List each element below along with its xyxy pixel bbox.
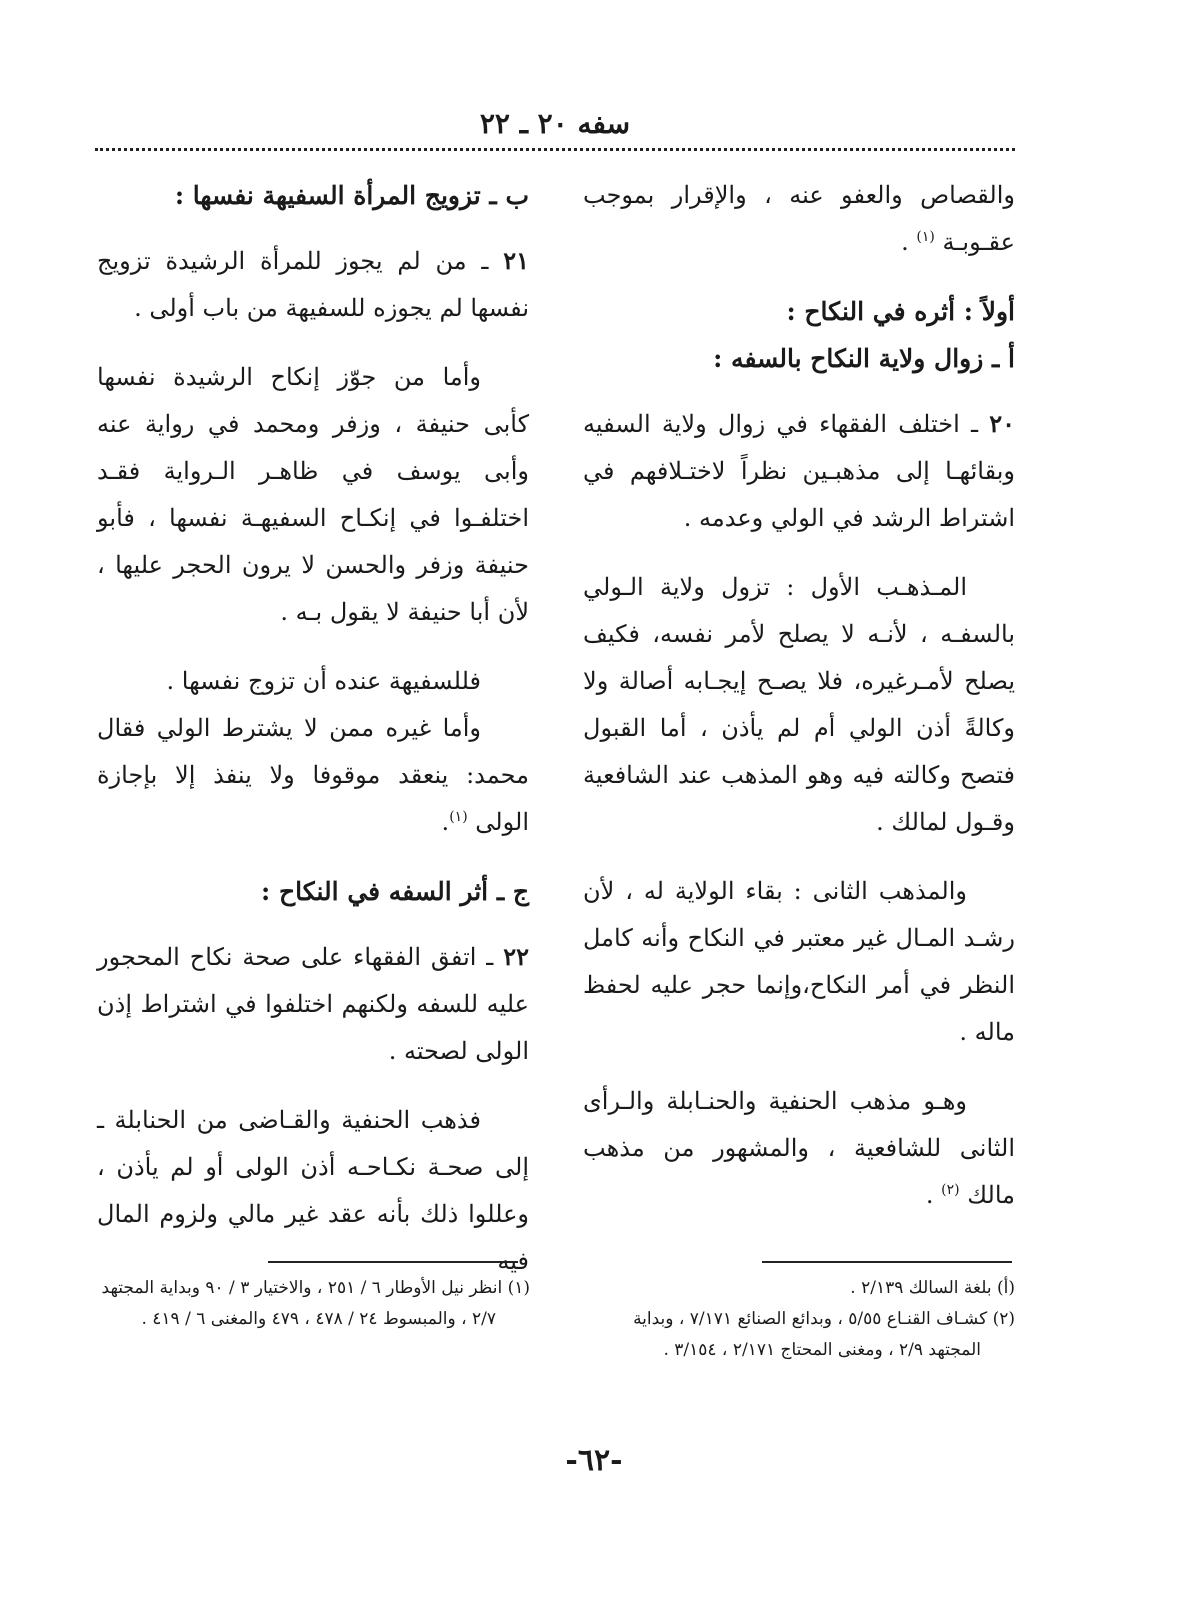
subsection-heading: ب ـ تزويج المرأة السفيهة نفسها :: [174, 181, 529, 210]
subsection-heading: ج ـ أثر السفه في النكاح :: [261, 877, 529, 906]
footnote: (٢) كشـاف القنـاع ٥/٥٥ ، وبدائع الصنائع ٧/١٧١ ، وبداية المجتهد ٢/٩ ، ومغنى المحتاج ٢/١٧١ ، ٣/١٥٤ .: [633, 1309, 1015, 1360]
footnote-rule: [268, 1261, 518, 1263]
paragraph: [583, 172, 1015, 266]
paragraph-end: .: [441, 808, 450, 836]
paragraph-text: وهـو مذهب الحنفية والحنـابلة والـرأى الثانى للشافعية ، والمشهور من مذهب مالك: [583, 1087, 1015, 1209]
footnote: (١) انظر نيل الأوطار ٦ / ٢٥١ ، والاختيار ٣ / ٩٠ وبداية المجتهد ٢/٧ ، والمبسوط ٢٤ / ٤٧٨ ، ٤٧٩ والمغنى ٦ / ٤١٩ .: [101, 1278, 530, 1329]
paragraph: [583, 1078, 1015, 1219]
paragraph-text: ـ من لم يجوز للمرأة الرشيدة تزويج نفسها لم يجوزه للسفيهة من باب أولى .: [97, 247, 529, 322]
paragraph: وأما من جوّز إنكاح الرشيدة نفسها كأبى حنيفة ، وزفر ومحمد في رواية عنه وأبى يوسف في ظاهـر الـرواية فقـد اختلفـوا في إنكـاح السفيهـة نفسها ، فأبو حنيفة وزفر والحسن لا يرون الحجر عليها ، لأن أبا حنيفة لا يقول بـه .: [97, 363, 529, 626]
section-heading: أولاً : أثره في النكاح :: [786, 297, 1015, 326]
paragraph-text: والقصاص والعفو عنه ، والإقرار بموجب عقـوبـة: [583, 181, 1015, 256]
footnote-ref: (٢): [941, 1182, 960, 1198]
paragraph-text: ـ اختلف الفقهاء في زوال ولاية السفيه وبقائهـا إلى مذهبـين نظراً لاختـلافهم في اشتراط الرشد في الولي وعدمه .: [583, 410, 1015, 532]
paragraph-end: .: [925, 1181, 942, 1209]
paragraph-end: .: [901, 228, 917, 256]
left-column: [97, 172, 529, 1307]
paragraph: فللسفيهة عنده أن تزوج نفسها .: [166, 667, 481, 695]
paragraph: [97, 237, 529, 332]
paragraph: المـذهـب الأول : تزول ولاية الـولي بالسفـه ، لأنـه لا يصلح لأمر نفسه، فكيف يصلح لأمـرغيره، فلا يصـح إيجـابه أصالة ولا وكالةً أذن الولي أم لم يأذن ، أما القبول فتصح وكالته فيه وهو المذهب عند الشافعية وقـول لمالك .: [583, 573, 1015, 836]
footnote-ref: (١): [449, 809, 468, 825]
paragraph: [583, 400, 1015, 542]
header-dotted-rule: [95, 148, 1015, 151]
paragraph: فذهب الحنفية والقـاضى من الحنابلة ـ إلى صحـة نكـاحـه أذن الولى أو لم يأذن ، وعللوا ذلك بأنه عقد غير مالي ولزوم المال فيه: [97, 1106, 529, 1275]
paragraph-text: وأما غيره ممن لا يشترط الولي فقال محمد: ينعقد موقوفا ولا ينفذ إلا بإجازة الولى: [97, 714, 529, 836]
paragraph-number: ٢١: [503, 246, 529, 275]
paragraph-number: ٢٠: [989, 409, 1015, 438]
right-column: [583, 172, 1015, 1241]
paragraph: والمذهب الثانى : بقاء الولاية له ، لأن رشـد المـال غير معتبر في النكاح وأنه كامل النظر في أمر النكاح،وإنما حجر عليه لحفظ ماله .: [583, 877, 1015, 1046]
paragraph-number: ٢٢: [503, 942, 529, 971]
footnotes-left: [90, 1273, 530, 1335]
footnote-ref: (١): [916, 229, 935, 245]
page-number: -٦٢-: [565, 1443, 623, 1478]
paragraph-text: ـ اتفق الفقهاء على صحة نكاح المحجور عليه للسفه ولكنهم اختلفوا في اشتراط إذن الولى لصحته .: [97, 943, 529, 1065]
running-head: سفه ٢٠ ـ ٢٢: [479, 107, 631, 140]
footnote-rule: [762, 1261, 1012, 1263]
subsection-heading: أ ـ زوال ولاية النكاح بالسفه :: [713, 344, 1015, 373]
footnotes-right: [583, 1273, 1015, 1366]
paragraph: [97, 933, 529, 1075]
paragraph: [97, 705, 529, 846]
footnote: (أ) بلغة السالك ٢/١٣٩ .: [850, 1278, 1015, 1298]
